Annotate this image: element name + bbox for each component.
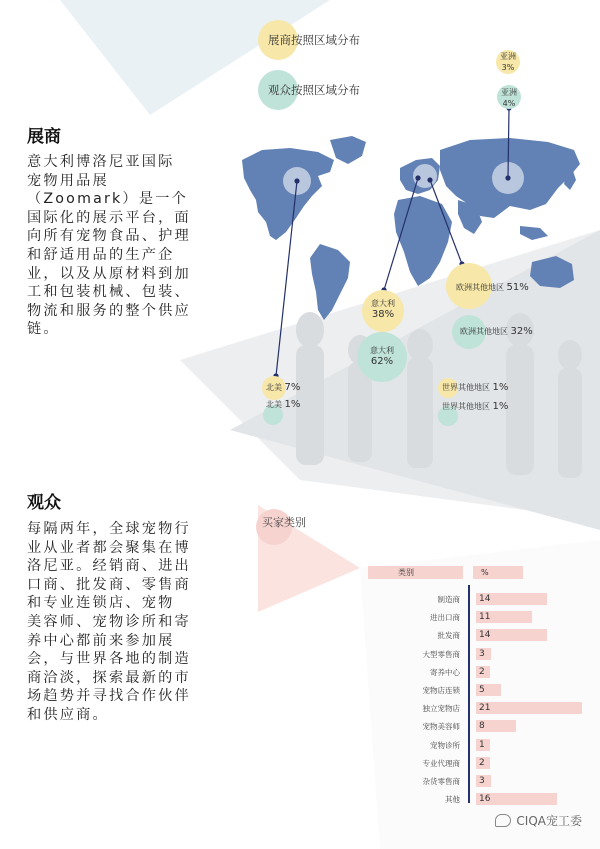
table-row: [368, 700, 598, 717]
exhibitor-description: [27, 153, 191, 339]
legend-exhibitor: [258, 20, 418, 60]
label-na-exhibitor-name: 北美: [266, 383, 282, 392]
table-row-label: 独立宠物店: [422, 704, 460, 714]
table-row: [368, 718, 598, 735]
table-row-value: 21: [479, 703, 491, 714]
label-asia-visitor-name: 亚洲: [501, 88, 517, 97]
table-row-value: 14: [479, 630, 491, 641]
visitor-line: 养中心都前来参加展: [27, 632, 175, 649]
table-row-label: 批发商: [437, 631, 460, 641]
table-row: [368, 737, 598, 754]
exhibitor-line: 链。: [27, 321, 60, 338]
label-na-visitor-name: 北美: [266, 400, 282, 409]
exhibitor-line: 工和包装机械、包装、: [27, 284, 191, 301]
exhibitor-section-title: 展商: [27, 127, 61, 147]
table-row: [368, 791, 598, 808]
table-row-value: 1: [479, 739, 485, 750]
label-italy-visitor-pct: 62%: [370, 356, 394, 367]
table-row-label: 杂货零售商: [422, 777, 460, 786]
watermark: [495, 812, 582, 829]
exhibitor-line: 国际化的展示平台，面: [27, 209, 191, 226]
visitor-line: 美容师、宠物诊所和寄: [27, 613, 191, 630]
label-na-visitor-pct: 1%: [284, 399, 301, 410]
label-italy-visitor: [357, 345, 407, 367]
table-row: [368, 682, 598, 699]
table-header-category: 类别: [368, 566, 463, 579]
label-na-exhibitor: [266, 382, 300, 393]
table-row-label: 宠物美容师: [422, 722, 460, 732]
table-row-value: 2: [479, 666, 485, 677]
exhibitor-line: 业，以及从原材料到加: [27, 265, 191, 282]
table-row-label: 专业代理商: [422, 758, 460, 768]
label-asia-exhibitor-name: 亚洲: [500, 52, 516, 61]
visitor-line: 洛尼亚。经销商、进出: [27, 558, 191, 575]
table-row: [368, 627, 598, 644]
label-europe-exhibitor: [456, 282, 529, 293]
table-row: [368, 591, 598, 608]
label-europe-exhibitor-pct: 51%: [506, 282, 529, 293]
table-axis-line: [468, 585, 470, 803]
label-asia-exhibitor-pct: 3%: [501, 63, 515, 72]
exhibitor-line: 意大利博洛尼亚国际: [27, 154, 175, 170]
table-row-value: 11: [479, 612, 491, 623]
table-row: [368, 609, 598, 626]
label-europe-visitor-pct: 32%: [510, 326, 533, 337]
label-world-visitor-pct: 1%: [492, 401, 509, 412]
table-row: [368, 773, 598, 790]
visitor-section-title: 观众: [27, 493, 61, 513]
label-europe-visitor: [460, 326, 533, 337]
label-world-exhibitor-pct: 1%: [492, 382, 509, 393]
table-row-value: 3: [479, 776, 485, 786]
table-row-label: 进出口商: [430, 613, 460, 623]
legend-exhibitor-label: 展商按照区域分布: [268, 33, 360, 47]
table-row-value: 3: [479, 648, 485, 659]
label-world-visitor-name: 世界其他地区: [442, 402, 490, 411]
label-asia-visitor-pct: 4%: [502, 99, 516, 108]
table-row-value: 8: [479, 721, 485, 732]
label-italy-exhibitor: [362, 298, 404, 320]
map-continents: [242, 136, 580, 320]
label-italy-exhibitor-name: 意大利: [371, 299, 395, 308]
visitor-description: [27, 520, 191, 725]
legend-visitor: [258, 70, 418, 110]
label-world-exhibitor: [442, 382, 508, 393]
label-na-visitor: [266, 399, 300, 410]
watermark-text: CIQA宠工委: [516, 814, 582, 828]
table-row-label: 宠物诊所: [430, 740, 460, 750]
table-row-value: 14: [479, 594, 491, 604]
label-na-exhibitor-pct: 7%: [284, 382, 301, 393]
label-italy-visitor-name: 意大利: [370, 346, 394, 355]
visitor-line: 和专业连锁店、宠物: [27, 595, 175, 612]
table-row-label: 其他: [445, 795, 460, 805]
table-row-label: 制造商: [437, 595, 460, 604]
label-world-visitor: [442, 401, 508, 412]
table-row-label: 寄养中心: [430, 667, 460, 677]
visitor-line: 会，与世界各地的制造: [27, 651, 191, 668]
exhibitor-line: 宠物用品展: [27, 172, 109, 189]
table-row-label: 宠物店连锁: [422, 686, 460, 695]
chat-icon: [495, 814, 511, 827]
label-asia-exhibitor: [496, 51, 520, 73]
table-row-value: 2: [479, 757, 485, 768]
table-row: [368, 646, 598, 663]
table-row: [368, 755, 598, 772]
exhibitor-line: （Zoomark）是一个: [27, 191, 188, 208]
buyer-table-title: 买家类别: [262, 516, 306, 529]
label-asia-visitor: [497, 87, 521, 109]
table-header-pct: %: [473, 566, 523, 579]
table-row: [368, 664, 598, 681]
visitor-line: 每隔两年，全球宠物行: [27, 521, 191, 537]
table-row-value: 5: [479, 685, 485, 695]
label-europe-exhibitor-name: 欧洲其他地区: [456, 283, 504, 292]
visitor-line: 业从业者都会聚集在博: [27, 539, 191, 556]
exhibitor-line: 向所有宠物食品、护理: [27, 228, 191, 245]
label-italy-exhibitor-pct: 38%: [371, 309, 395, 320]
legend-visitor-label: 观众按照区域分布: [268, 83, 360, 97]
exhibitor-line: 物流和服务的整个供应: [27, 302, 191, 319]
table-row-label: 大型零售商: [422, 649, 460, 659]
table-row-value: 16: [479, 794, 491, 805]
visitor-line: 场趋势并寻找合作伙伴: [27, 688, 191, 705]
label-world-exhibitor-name: 世界其他地区: [442, 383, 490, 392]
label-europe-visitor-name: 欧洲其他地区: [460, 327, 508, 336]
visitor-line: 口商、批发商、零售商: [27, 576, 191, 593]
table-row-bar: [476, 702, 582, 714]
exhibitor-line: 和舒适用品的生产企: [27, 246, 175, 263]
visitor-line: 和供应商。: [27, 706, 109, 723]
visitor-line: 商洽淡，探索最新的市: [27, 669, 191, 686]
